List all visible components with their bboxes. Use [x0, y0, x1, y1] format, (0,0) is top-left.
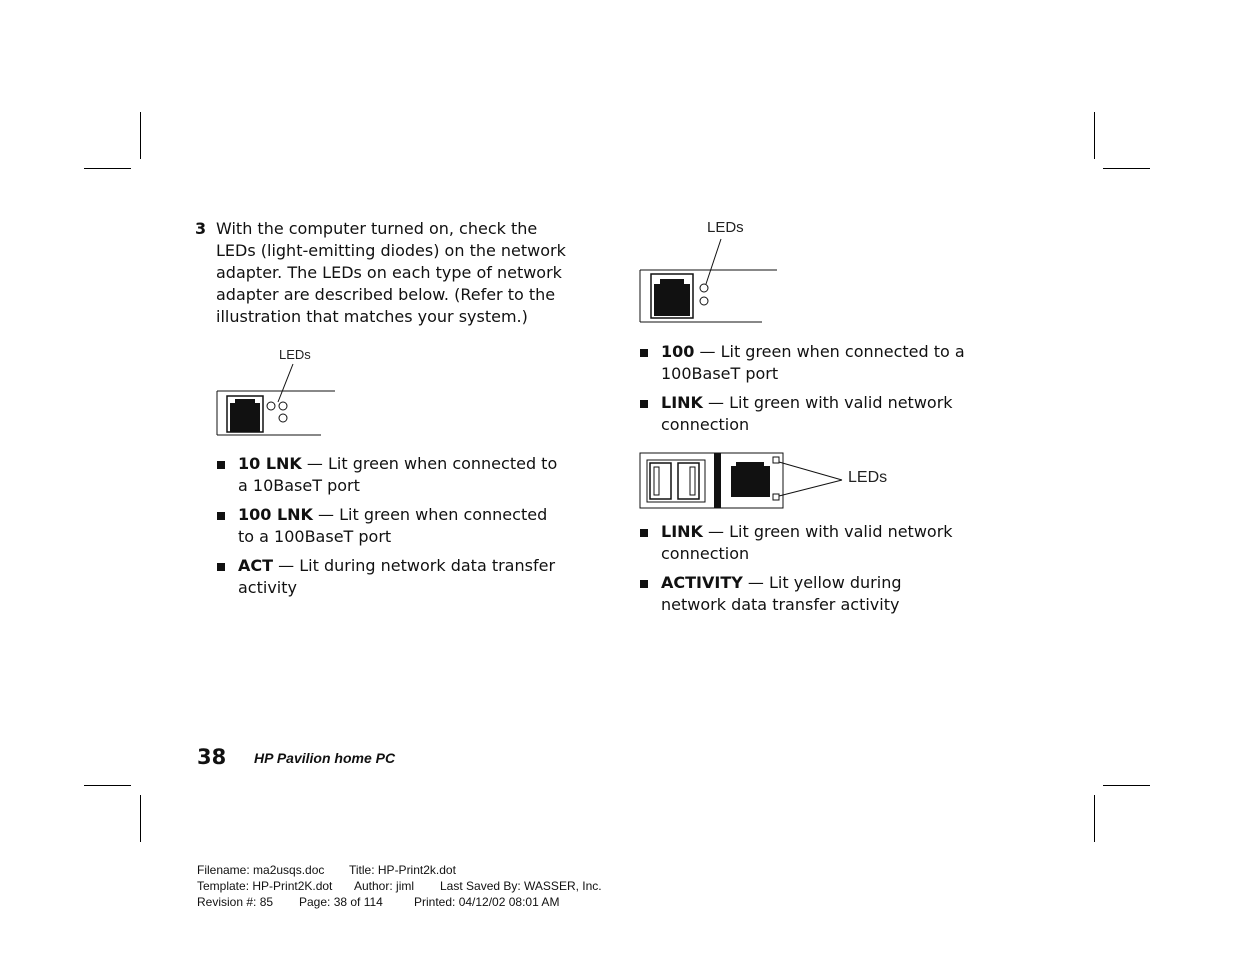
crop-mark [1094, 795, 1095, 842]
figure-leds-label: LEDs [848, 469, 888, 486]
rj45-jack-icon [654, 279, 690, 316]
rj45-jack-icon [731, 462, 770, 497]
network-adapter-illustration [638, 218, 783, 328]
meta-filename: Filename: ma2usqs.doc [197, 863, 325, 877]
list-item: 100 LNK — Lit green when connected to a 100BaseT port [215, 504, 560, 548]
crop-mark [1094, 112, 1095, 159]
figure-leds-label: LEDs [279, 347, 311, 362]
meta-printed: Printed: 04/12/02 08:01 AM [414, 895, 560, 909]
crop-mark [84, 785, 131, 786]
meta-author: Author: jiml [354, 879, 415, 893]
crop-mark [1103, 168, 1150, 169]
crop-mark [140, 795, 141, 842]
list-item: 10 LNK — Lit green when connected to a 10BaseT port [215, 453, 560, 497]
document-metadata [197, 862, 602, 910]
crop-mark [140, 112, 141, 159]
list-item: LINK — Lit green with valid network connection [638, 521, 968, 565]
step-text: With the computer turned on, check the LEDs (light-emitting diodes) on the network adapter. The LEDs on each type of network adapter are described below. (Refer to the illustration that matches your system.) [216, 219, 566, 326]
figure-adapter-three-leds [215, 345, 345, 440]
meta-revision: Revision #: 85 [197, 895, 274, 909]
network-adapter-illustration [215, 345, 345, 440]
list-item: LINK — Lit green with valid network connection [638, 392, 968, 436]
list-item: 100 — Lit green when connected to a 100BaseT port [638, 341, 968, 385]
running-footer-title: HP Pavilion home PC [254, 750, 396, 766]
rj45-jack-icon [230, 399, 260, 432]
network-adapter-illustration [638, 450, 843, 512]
list-item: ACTIVITY — Lit yellow during network data transfer activity [638, 572, 968, 616]
crop-mark [84, 168, 131, 169]
right-bullet-list-a [638, 341, 968, 443]
list-item: ACT — Lit during network data transfer activity [215, 555, 560, 599]
page-number: 38 [197, 745, 227, 769]
figure-leds-label: LEDs [707, 219, 744, 236]
meta-last-saved: Last Saved By: WASSER, Inc. [440, 879, 602, 893]
meta-title: Title: HP-Print2k.dot [349, 863, 456, 877]
step-number: 3 [195, 219, 207, 238]
right-bullet-list-b [638, 521, 968, 623]
meta-template: Template: HP-Print2K.dot [197, 879, 333, 893]
crop-mark [1103, 785, 1150, 786]
figure-adapter-corner-leds [638, 450, 898, 512]
left-bullet-list [215, 453, 560, 606]
figure-adapter-two-leds [638, 218, 783, 328]
meta-page: Page: 38 of 114 [299, 895, 383, 909]
